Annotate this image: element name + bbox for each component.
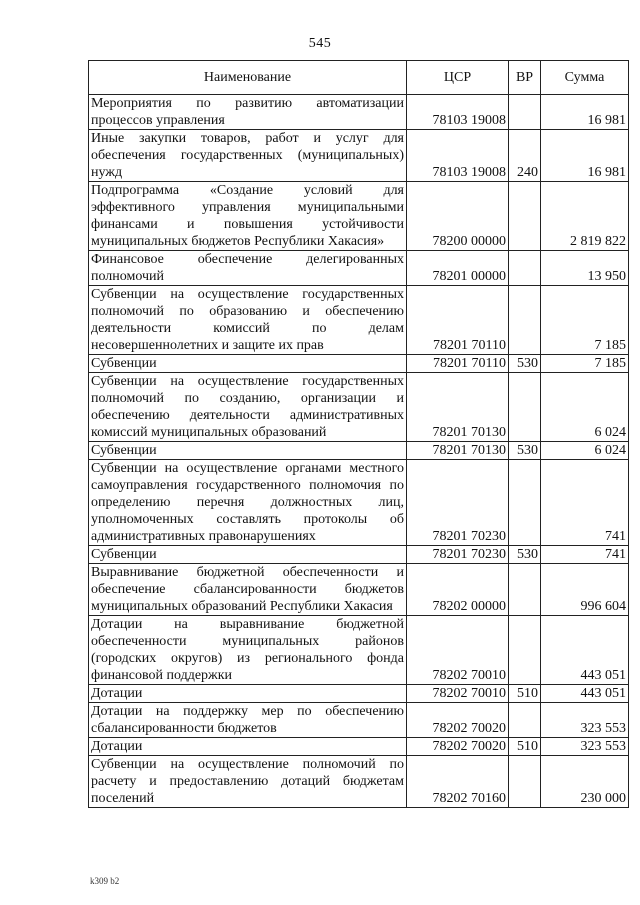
cell-vr — [509, 182, 541, 251]
cell-sum: 443 051 — [541, 685, 629, 703]
cell-name: Субвенции на осуществление полномочий по расчету и предоставлению дотаций бюджетам поселений — [89, 756, 407, 808]
cell-sum: 996 604 — [541, 564, 629, 616]
cell-csr: 78103 19008 — [407, 130, 509, 182]
cell-csr: 78201 70130 — [407, 442, 509, 460]
table-row — [89, 616, 629, 685]
cell-csr: 78202 70010 — [407, 685, 509, 703]
cell-name: Субвенции на осуществление органами местного самоуправления государственного полномочия по определению перечня должностных лиц, уполномоченных составлять протоколы об административных правонарушениях — [89, 460, 407, 546]
cell-vr — [509, 756, 541, 808]
cell-csr: 78201 70130 — [407, 373, 509, 442]
table-row — [89, 703, 629, 738]
cell-name: Иные закупки товаров, работ и услуг для обеспечения государственных (муниципальных) нужд — [89, 130, 407, 182]
cell-name: Мероприятия по развитию автоматизации процессов управления — [89, 95, 407, 130]
table-row — [89, 460, 629, 546]
cell-sum: 741 — [541, 460, 629, 546]
cell-csr: 78200 00000 — [407, 182, 509, 251]
cell-vr — [509, 460, 541, 546]
cell-sum: 7 185 — [541, 355, 629, 373]
table-header-row — [89, 61, 629, 95]
cell-sum: 230 000 — [541, 756, 629, 808]
cell-csr: 78103 19008 — [407, 95, 509, 130]
cell-name: Субвенции — [89, 546, 407, 564]
cell-sum: 443 051 — [541, 616, 629, 685]
table-row — [89, 95, 629, 130]
header-sum: Сумма — [541, 61, 629, 95]
cell-name: Выравнивание бюджетной обеспеченности и обеспечение сбалансированности бюджетов муниципальных образований Республики Хакасия — [89, 564, 407, 616]
cell-name: Субвенции — [89, 355, 407, 373]
table-row — [89, 756, 629, 808]
cell-csr: 78202 70160 — [407, 756, 509, 808]
cell-csr: 78201 00000 — [407, 251, 509, 286]
header-name: Наименование — [89, 61, 407, 95]
footer-code: k309 b2 — [90, 876, 120, 886]
cell-name: Дотации на поддержку мер по обеспечению сбалансированности бюджетов — [89, 703, 407, 738]
cell-sum: 741 — [541, 546, 629, 564]
cell-vr: 530 — [509, 546, 541, 564]
budget-table — [88, 60, 629, 808]
cell-name: Дотации — [89, 685, 407, 703]
cell-sum: 6 024 — [541, 373, 629, 442]
table-row — [89, 182, 629, 251]
cell-csr: 78202 70020 — [407, 738, 509, 756]
table-row — [89, 355, 629, 373]
cell-csr: 78202 70010 — [407, 616, 509, 685]
cell-csr: 78201 70110 — [407, 286, 509, 355]
table-row — [89, 286, 629, 355]
cell-sum: 6 024 — [541, 442, 629, 460]
cell-vr — [509, 95, 541, 130]
cell-sum: 13 950 — [541, 251, 629, 286]
cell-vr — [509, 564, 541, 616]
cell-name: Дотации — [89, 738, 407, 756]
cell-name: Подпрограмма «Создание условий для эффективного управления муниципальными финансами и повышения устойчивости муниципальных бюджетов Республики Хакасия» — [89, 182, 407, 251]
cell-csr: 78201 70230 — [407, 546, 509, 564]
cell-csr: 78202 70020 — [407, 703, 509, 738]
cell-vr: 510 — [509, 738, 541, 756]
table-row — [89, 738, 629, 756]
table-body — [89, 95, 629, 808]
cell-sum: 323 553 — [541, 738, 629, 756]
cell-csr: 78201 70110 — [407, 355, 509, 373]
cell-vr: 510 — [509, 685, 541, 703]
cell-csr: 78202 00000 — [407, 564, 509, 616]
cell-name: Финансовое обеспечение делегированных полномочий — [89, 251, 407, 286]
table-row — [89, 130, 629, 182]
table-row — [89, 442, 629, 460]
cell-vr — [509, 251, 541, 286]
table-row — [89, 373, 629, 442]
cell-name: Субвенции на осуществление государственных полномочий по образованию и обеспечению деятельности комиссий по делам несовершеннолетних и защите их прав — [89, 286, 407, 355]
table-row — [89, 251, 629, 286]
page-number: 545 — [308, 36, 332, 51]
cell-vr — [509, 373, 541, 442]
header-csr: ЦСР — [407, 61, 509, 95]
cell-vr: 530 — [509, 355, 541, 373]
cell-sum: 2 819 822 — [541, 182, 629, 251]
cell-vr: 530 — [509, 442, 541, 460]
cell-name: Субвенции на осуществление государственных полномочий по созданию, организации и обеспечению деятельности административных комиссий муниципальных образований — [89, 373, 407, 442]
table-row — [89, 685, 629, 703]
table-row — [89, 564, 629, 616]
cell-sum: 16 981 — [541, 130, 629, 182]
cell-name: Дотации на выравнивание бюджетной обеспеченности муниципальных районов (городских округов) из регионального фонда финансовой поддержки — [89, 616, 407, 685]
cell-csr: 78201 70230 — [407, 460, 509, 546]
cell-vr — [509, 616, 541, 685]
cell-vr — [509, 286, 541, 355]
table-row — [89, 546, 629, 564]
cell-name: Субвенции — [89, 442, 407, 460]
cell-sum: 16 981 — [541, 95, 629, 130]
cell-vr: 240 — [509, 130, 541, 182]
header-vr: ВР — [509, 61, 541, 95]
cell-vr — [509, 703, 541, 738]
cell-sum: 323 553 — [541, 703, 629, 738]
cell-sum: 7 185 — [541, 286, 629, 355]
